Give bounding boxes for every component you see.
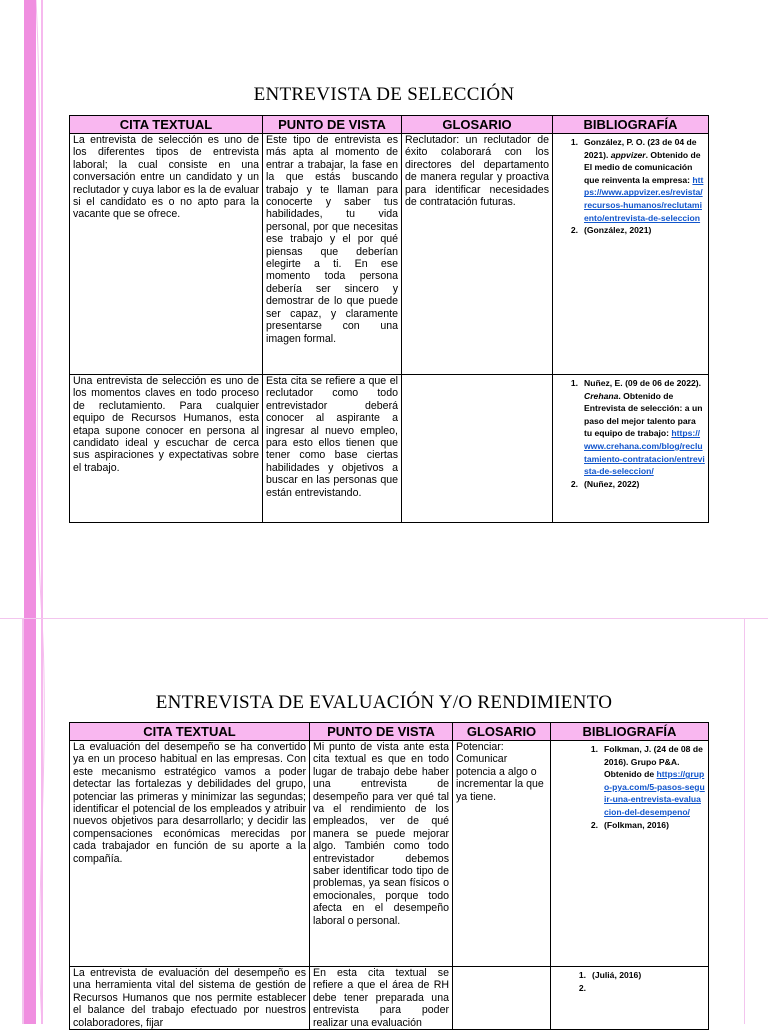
section-title-seleccion: ENTREVISTA DE SELECCIÓN <box>253 84 515 105</box>
table-row <box>70 134 709 375</box>
cell-glosario: Reclutador: un reclutador de éxito colaborará con los directores del departamento de manera regular y proactiva para identificar necesidades de contratación futuras. <box>402 134 553 375</box>
table-evaluacion <box>69 722 709 1030</box>
cell-punto: Este tipo de entrevista es más apta al momento de entrar a trabajar, la fase en la que estás buscando trabajo y te llaman para conocerte y saber tus habilidades, tu vida personal, por que necesitas ese trabajo y el por qué piensas que deberían elegirte a ti. En ese momento toda persona debería ser sincero y demostrar de lo que puede ser capaz, y claramente presentarse con una imagen formal. <box>263 134 402 375</box>
cell-cita: La evaluación del desempeño se ha convertido ya en un proceso habitual en las empresas. Con este mecanismo estratégico vamos a poder detectar las fortalezas y debilidades del grupo, potenciar las primeras y minimizar las segundas; identificar el potencial de los empleados y atribuir nuevos objetivos para desarrollarlo; y decidir las compensaciones económicas merecidas por cada trabajador en función de su aporte a la compañía. <box>70 741 310 967</box>
header-punto: PUNTO DE VISTA <box>310 723 453 741</box>
table-seleccion <box>69 115 709 523</box>
bib-item: 1. Nuñez, E. (09 de 06 de 2022). Crehana. Obtenido de Entrevista de selección: a un paso del mejor talento para tu equipo de trabajo: https://www.crehana.com/blog/reclutamiento-contratacion/entrevista-de-seleccion/ <box>570 378 705 477</box>
bib-item: 1. Folkman, J. (24 de 08 de 2016). Grupo P&A. Obtenido de https://grupo-pya.com/5-pasos-seguir-una-entrevista-evaluacion-del-desempeno/ <box>590 744 705 817</box>
table-header-row <box>70 116 709 134</box>
bib-item: 1. (Juliá, 2016) <box>578 970 642 980</box>
cell-punto: Esta cita se refiere a que el reclutador como todo entrevistador deberá conocer al aspirante a ingresar al nuevo empleo, para esto ellos tienen que tener como base ciertas habilidades y objetivos a buscar en las personas que están entrevistando. <box>263 375 402 523</box>
cell-cita: La entrevista de evaluación del desempeño es una herramienta vital del sistema de gestión de Recursos Humanos que nos permite establecer el balance del trabajo efectuado por nuestros colaboradores, fijar <box>70 967 310 1030</box>
header-glosario: GLOSARIO <box>453 723 551 741</box>
bib-link[interactable]: https://www.appvizer.es/revista/recursos-humanos/reclutamiento/entrevista-de-seleccion <box>584 174 704 223</box>
header-cita: CITA TEXTUAL <box>70 723 310 741</box>
left-border-line <box>41 0 43 1024</box>
bibliography-list <box>554 741 705 833</box>
page2-right-border <box>744 618 745 1024</box>
header-bibliografia: BIBLIOGRAFÍA <box>553 116 709 134</box>
cell-glosario <box>453 967 551 1030</box>
bib-item: 2. (Folkman, 2016) <box>590 819 669 830</box>
cell-glosario: Potenciar: Comunicar potencia a algo o incrementar la que ya tiene. <box>453 741 551 967</box>
bibliography-list: 1. (Juliá, 2016) 2. <box>554 967 705 984</box>
bib-link[interactable]: https://www.crehana.com/blog/reclutamiento-contratacion/entrevista-de-seleccion/ <box>584 428 705 477</box>
bibliography-list <box>556 375 705 492</box>
header-punto: PUNTO DE VISTA <box>263 116 402 134</box>
page2-left-border <box>22 618 24 1024</box>
bib-item: 2. (Nuñez, 2022) <box>570 478 640 489</box>
cell-bibliografia <box>551 967 709 1030</box>
table-row <box>70 375 709 523</box>
header-cita: CITA TEXTUAL <box>70 116 263 134</box>
cell-bibliografia <box>551 741 709 967</box>
left-border-bar <box>24 0 36 1024</box>
header-bibliografia: BIBLIOGRAFÍA <box>551 723 709 741</box>
bib-link[interactable]: https://grupo-pya.com/5-pasos-seguir-una-entrevista-evaluacion-del-desempeno/ <box>604 769 705 817</box>
cell-punto: Mi punto de vista ante esta cita textual es que en todo lugar de trabajo debe haber una entrevista de desempeño para ver qué tal va el rendimiento de los empleados, ver de qué manera se puede mejorar algo. También como todo entrevistador debemos saber identificar todo tipo de problemas, ya sean físicos o emocionales, porque todo afecta en el desempeño laboral o personal. <box>310 741 453 967</box>
cell-bibliografia <box>553 375 709 523</box>
cell-punto: En esta cita textual se refiere a que el área de RH debe tener preparada una entrevista para poder realizar una evaluación <box>310 967 453 1030</box>
table-row <box>70 967 709 1030</box>
bibliography-list <box>556 134 705 239</box>
page-separator <box>0 618 768 619</box>
table-row <box>70 741 709 967</box>
cell-bibliografia <box>553 134 709 375</box>
cell-cita: La entrevista de selección es uno de los diferentes tipos de entrevista laboral; la cual consiste en una conversación entre un candidato y un reclutador y cuya labor es la de evaluar si el candidato es o no apto para la vacante que se ofrece. <box>70 134 263 375</box>
section-title-evaluacion: ENTREVISTA DE EVALUACIÓN Y/O RENDIMIENTO <box>155 692 613 713</box>
table-header-row <box>70 723 709 741</box>
bib-item: 2. (González, 2021) <box>570 225 652 236</box>
bib-item: 1. González, P. O. (23 de 04 de 2021). appvizer. Obtenido de El medio de comunicación que reinventa la empresa: https://www.appvizer.es/revista/recursos-humanos/reclutamiento/entrevista-de-seleccion <box>570 137 704 223</box>
header-glosario: GLOSARIO <box>402 116 553 134</box>
cell-glosario <box>402 375 553 523</box>
cell-cita: Una entrevista de selección es uno de los momentos claves en todo proceso de reclutamiento. Para cualquier equipo de Recursos Humanos, esta etapa supone conocer en persona al candidato ideal y escuchar de cerca sus aspiraciones y expectativas sobre el trabajo. <box>70 375 263 523</box>
